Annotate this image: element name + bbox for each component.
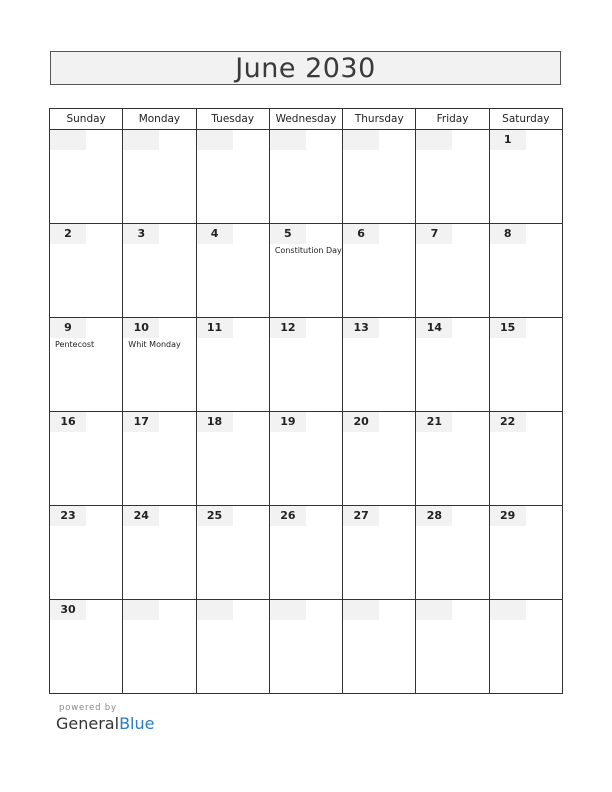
day-number — [343, 130, 379, 150]
calendar-day-cell — [50, 224, 123, 318]
calendar-day-cell — [416, 600, 489, 694]
calendar-day-cell — [196, 130, 269, 224]
calendar-day-cell — [196, 318, 269, 412]
brand-general: General — [56, 714, 120, 733]
day-number: 27 — [343, 506, 379, 526]
brand-blue: Blue — [119, 714, 155, 733]
weekday-saturday: Saturday — [489, 109, 562, 130]
day-number: 11 — [197, 318, 233, 338]
calendar-title-box — [50, 51, 561, 85]
weekday-wednesday: Wednesday — [269, 109, 342, 130]
day-number: 20 — [343, 412, 379, 432]
calendar-day-cell — [123, 318, 196, 412]
calendar-day-cell — [489, 600, 562, 694]
day-number: 17 — [123, 412, 159, 432]
calendar-day-cell — [196, 412, 269, 506]
weekday-sunday: Sunday — [50, 109, 123, 130]
day-number: 1 — [490, 130, 526, 150]
calendar-week-row — [50, 130, 563, 224]
day-number: 24 — [123, 506, 159, 526]
day-number: 2 — [50, 224, 86, 244]
calendar-week-row — [50, 224, 563, 318]
calendar-week-row — [50, 318, 563, 412]
day-number: 21 — [416, 412, 452, 432]
calendar-day-cell — [343, 412, 416, 506]
calendar-title: June 2030 — [235, 52, 376, 84]
day-number: 23 — [50, 506, 86, 526]
calendar-day-cell — [269, 412, 342, 506]
day-number: 18 — [197, 412, 233, 432]
calendar-day-cell — [416, 318, 489, 412]
calendar-day-cell — [343, 224, 416, 318]
calendar-day-cell — [123, 600, 196, 694]
calendar-day-cell — [123, 412, 196, 506]
calendar-day-cell — [489, 318, 562, 412]
calendar-week-row — [50, 412, 563, 506]
calendar-week-row — [50, 600, 563, 694]
day-number: 9 — [50, 318, 86, 338]
calendar-day-cell — [416, 412, 489, 506]
calendar-day-cell — [123, 224, 196, 318]
holiday-label: Constitution Day — [274, 246, 342, 255]
footer-branding — [56, 703, 154, 733]
powered-by-text: powered by — [59, 703, 117, 713]
calendar-day-cell — [269, 130, 342, 224]
calendar-day-cell — [489, 412, 562, 506]
weekday-tuesday: Tuesday — [196, 109, 269, 130]
calendar-day-cell — [489, 130, 562, 224]
holiday-label: Pentecost — [55, 340, 95, 349]
calendar-day-cell — [50, 600, 123, 694]
calendar-day-cell — [269, 600, 342, 694]
day-number: 25 — [197, 506, 233, 526]
day-number — [416, 130, 452, 150]
day-number: 5 — [270, 224, 306, 244]
calendar-day-cell — [123, 506, 196, 600]
day-number: 13 — [343, 318, 379, 338]
day-number — [490, 600, 526, 620]
calendar-week-row — [50, 506, 563, 600]
day-number — [197, 600, 233, 620]
day-number — [123, 600, 159, 620]
weekday-monday: Monday — [123, 109, 196, 130]
weekday-thursday: Thursday — [343, 109, 416, 130]
day-number: 6 — [343, 224, 379, 244]
calendar-grid — [49, 108, 563, 694]
calendar-day-cell — [50, 130, 123, 224]
day-number — [50, 130, 86, 150]
day-number: 8 — [490, 224, 526, 244]
day-number: 26 — [270, 506, 306, 526]
calendar-day-cell — [343, 600, 416, 694]
calendar-day-cell — [269, 224, 342, 318]
calendar-day-cell — [196, 224, 269, 318]
calendar-day-cell — [269, 506, 342, 600]
calendar-day-cell — [50, 318, 123, 412]
calendar-day-cell — [343, 318, 416, 412]
calendar-day-cell — [489, 506, 562, 600]
holiday-label: Whit Monday — [128, 340, 181, 349]
calendar-day-cell — [196, 600, 269, 694]
day-number: 14 — [416, 318, 452, 338]
weekday-header-row — [50, 109, 563, 130]
calendar-day-cell — [489, 224, 562, 318]
day-number: 10 — [123, 318, 159, 338]
day-number: 29 — [490, 506, 526, 526]
day-number: 12 — [270, 318, 306, 338]
weekday-friday: Friday — [416, 109, 489, 130]
day-number: 4 — [197, 224, 233, 244]
day-number: 28 — [416, 506, 452, 526]
day-number: 15 — [490, 318, 526, 338]
calendar-day-cell — [343, 506, 416, 600]
day-number — [197, 130, 233, 150]
day-number: 3 — [123, 224, 159, 244]
day-number: 30 — [50, 600, 86, 620]
calendar-day-cell — [416, 506, 489, 600]
day-number — [270, 130, 306, 150]
calendar-day-cell — [416, 224, 489, 318]
day-number — [343, 600, 379, 620]
day-number: 16 — [50, 412, 86, 432]
day-number — [123, 130, 159, 150]
calendar-day-cell — [416, 130, 489, 224]
day-number — [270, 600, 306, 620]
day-number: 22 — [490, 412, 526, 432]
calendar-day-cell — [343, 130, 416, 224]
day-number: 7 — [416, 224, 452, 244]
day-number — [416, 600, 452, 620]
calendar-day-cell — [196, 506, 269, 600]
generalblue-logo — [56, 714, 154, 733]
day-number: 19 — [270, 412, 306, 432]
calendar-day-cell — [50, 506, 123, 600]
calendar-day-cell — [123, 130, 196, 224]
calendar-day-cell — [50, 412, 123, 506]
calendar-day-cell — [269, 318, 342, 412]
